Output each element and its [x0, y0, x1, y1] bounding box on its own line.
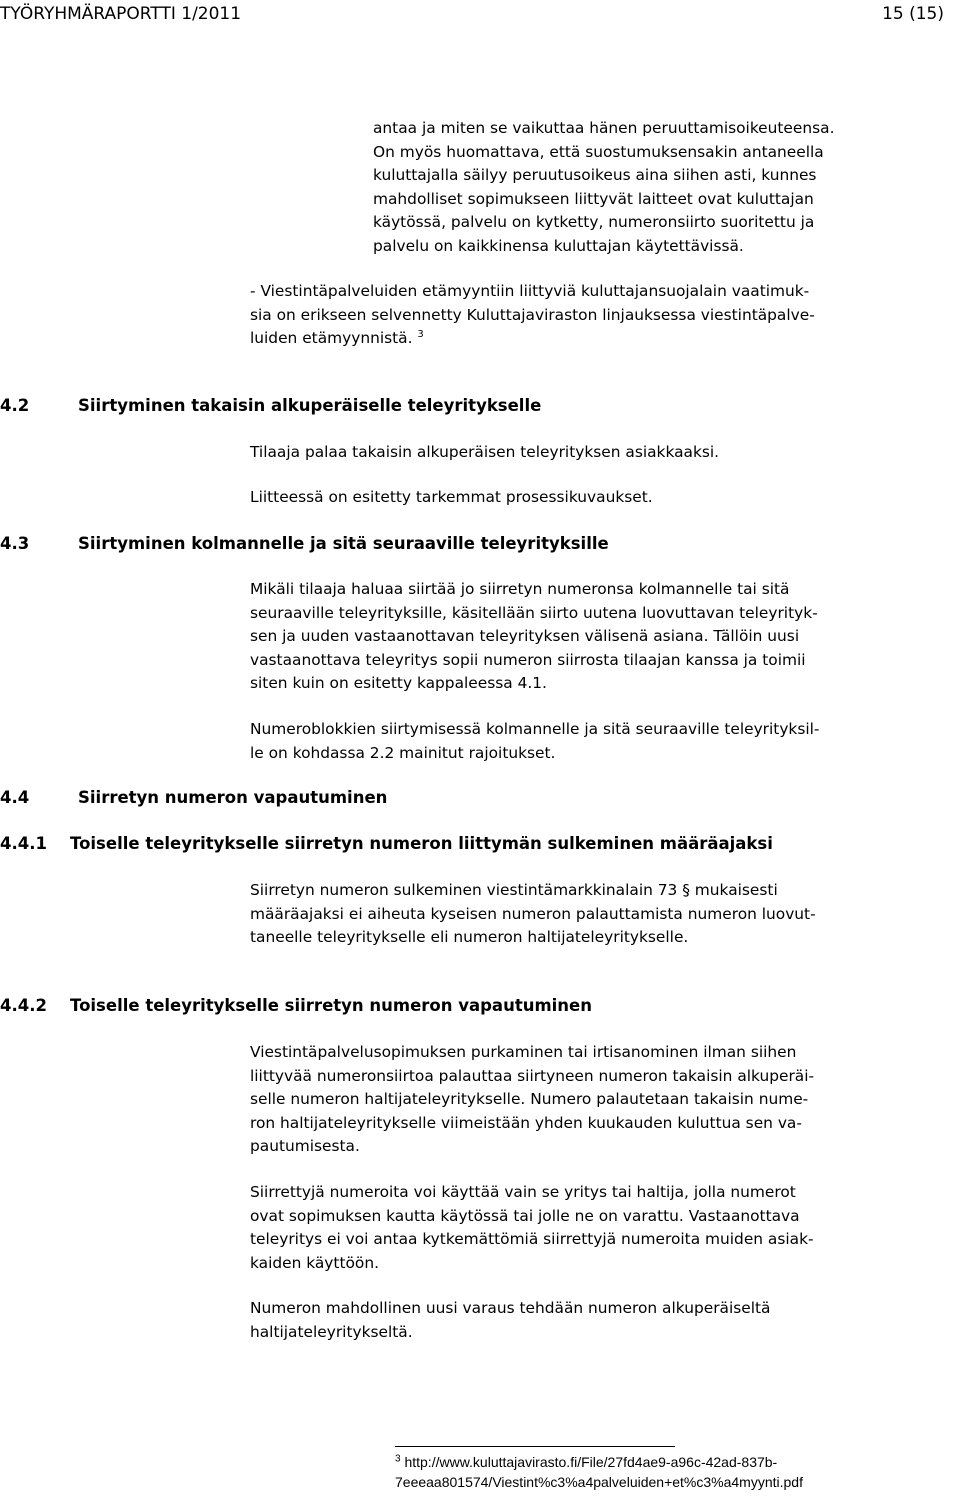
text-line: le on kohdassa 2.2 mainitut rajoitukset.: [250, 743, 556, 762]
text-line: selle numeron haltijateleyritykselle. Numero palautetaan takaisin nume-: [250, 1090, 809, 1109]
text-line: Viestintäpalvelusopimuksen purkaminen tai irtisanominen ilman siihen: [250, 1043, 797, 1061]
section-4-2-paragraph-1: [250, 441, 719, 465]
section-4-4-2-paragraph-2: [250, 1181, 814, 1275]
section-4-2-paragraph-2: [250, 486, 653, 510]
text-line: mahdolliset sopimukseen liittyvät laitteet ovat kuluttajan: [373, 189, 814, 208]
text-line: Mikäli tilaaja haluaa siirtää jo siirretyn numeronsa kolmannelle tai sitä: [250, 580, 790, 598]
text-line: On myös huomattava, että suostumuksensakin antaneella: [373, 142, 824, 161]
text-line: palvelu on kaikkinensa kuluttajan käytettävissä.: [373, 236, 744, 255]
footnote-line: [395, 1452, 803, 1472]
page-number: 15 (15): [882, 4, 944, 24]
section-number: 4.4.1: [0, 834, 47, 853]
section-4-4-2-paragraph-1: [250, 1041, 814, 1159]
section-heading-4-4-1: [0, 834, 773, 853]
text-line: haltijateleyritykseltä.: [250, 1322, 413, 1341]
section-4-4-2-paragraph-3: [250, 1297, 770, 1344]
bullet-paragraph: [250, 280, 815, 351]
text-line: siten kuin on esitetty kappaleessa 4.1.: [250, 674, 547, 693]
footnote-marker: 3: [395, 1453, 401, 1465]
text-line: Siirretyn numeron sulkeminen viestintämarkkinalain 73 § mukaisesti: [250, 881, 778, 899]
document-header-title: TYÖRYHMÄRAPORTTI 1/2011: [0, 4, 242, 24]
section-4-4-1-paragraph: [250, 879, 816, 950]
footnote-link-continued[interactable]: 7eeeaa801574/Viestint%c3%a4palveluiden+et%c3%a4myynti.pdf: [395, 1474, 803, 1490]
text-line: pautumisesta.: [250, 1137, 360, 1156]
text-line: sia on erikseen selvennetty Kuluttajaviraston linjauksessa viestintäpalve-: [250, 305, 815, 324]
section-title: Siirtyminen takaisin alkuperäiselle teleyritykselle: [78, 396, 542, 415]
section-title: Siirtyminen kolmannelle ja sitä seuraaville teleyrityksille: [78, 534, 609, 553]
text-line: Siirrettyjä numeroita voi käyttää vain se yritys tai haltija, jolla numerot: [250, 1183, 796, 1201]
text-line: kuluttajalla säilyy peruutusoikeus aina siihen asti, kunnes: [373, 166, 817, 185]
section-number: 4.3: [0, 534, 30, 553]
section-4-3-paragraph-2: [250, 718, 819, 765]
text-line: sen ja uuden vastaanottavan teleyrityksen välisenä asiana. Tällöin uusi: [250, 627, 800, 646]
footnote-separator: [395, 1446, 675, 1447]
text-line: taneelle teleyritykselle eli numeron haltijateleyritykselle.: [250, 928, 689, 947]
section-number: 4.4: [0, 788, 30, 807]
text-line: käytössä, palvelu on kytketty, numeronsiirto suoritettu ja: [373, 213, 815, 232]
text-line: teleyritys ei voi antaa kytkemättömiä siirrettyjä numeroita muiden asiak-: [250, 1230, 814, 1249]
footnote: [395, 1452, 803, 1492]
footnote-link[interactable]: http://www.kuluttajavirasto.fi/File/27fd4ae9-a96c-42ad-837b-: [404, 1454, 778, 1470]
text-line: ovat sopimuksen kautta käytössä tai jolle ne on varattu. Vastaanottava: [250, 1206, 800, 1225]
text-line-content: luiden etämyynnistä.: [250, 329, 413, 348]
text-line: liittyvää numeronsiirtoa palauttaa siirtyneen numeron takaisin alkuperäi-: [250, 1066, 815, 1085]
text-line: [250, 327, 815, 351]
intro-paragraph: [373, 117, 834, 259]
section-4-3-paragraph-1: [250, 578, 818, 696]
section-heading-4-2: [0, 396, 541, 415]
text-line: Liitteessä on esitetty tarkemmat prosessikuvaukset.: [250, 488, 653, 506]
text-line: - Viestintäpalveluiden etämyyntiin liittyviä kuluttajansuojalain vaatimuk-: [250, 282, 810, 300]
section-number: 4.4.2: [0, 996, 47, 1015]
text-line: ron haltijateleyritykselle viimeistään yhden kuukauden kuluttua sen va-: [250, 1113, 802, 1132]
section-heading-4-3: [0, 534, 609, 553]
section-heading-4-4-2: [0, 996, 592, 1015]
text-line: seuraaville teleyrityksille, käsitellään siirto uutena luovuttavan teleyrityk-: [250, 603, 818, 622]
text-line: Numeron mahdollinen uusi varaus tehdään numeron alkuperäiseltä: [250, 1299, 771, 1317]
text-line: Tilaaja palaa takaisin alkuperäisen teleyrityksen asiakkaaksi.: [250, 443, 720, 461]
section-number: 4.2: [0, 396, 30, 415]
text-line: määräajaksi ei aiheuta kyseisen numeron palauttamista numeron luovut-: [250, 904, 816, 923]
section-heading-4-4: [0, 788, 387, 807]
section-title: Toiselle teleyritykselle siirretyn numeron vapautuminen: [70, 996, 592, 1015]
footnote-reference[interactable]: 3: [417, 329, 424, 341]
section-title: Siirretyn numeron vapautuminen: [78, 788, 388, 807]
text-line: antaa ja miten se vaikuttaa hänen peruuttamisoikeuteensa.: [373, 119, 835, 137]
text-line: kaiden käyttöön.: [250, 1253, 379, 1272]
section-title: Toiselle teleyritykselle siirretyn numeron liittymän sulkeminen määräajaksi: [70, 834, 773, 853]
text-line: vastaanottava teleyritys sopii numeron siirrosta tilaajan kanssa ja toimii: [250, 650, 806, 669]
text-line: Numeroblokkien siirtymisessä kolmannelle ja sitä seuraaville teleyrityksil-: [250, 720, 820, 738]
